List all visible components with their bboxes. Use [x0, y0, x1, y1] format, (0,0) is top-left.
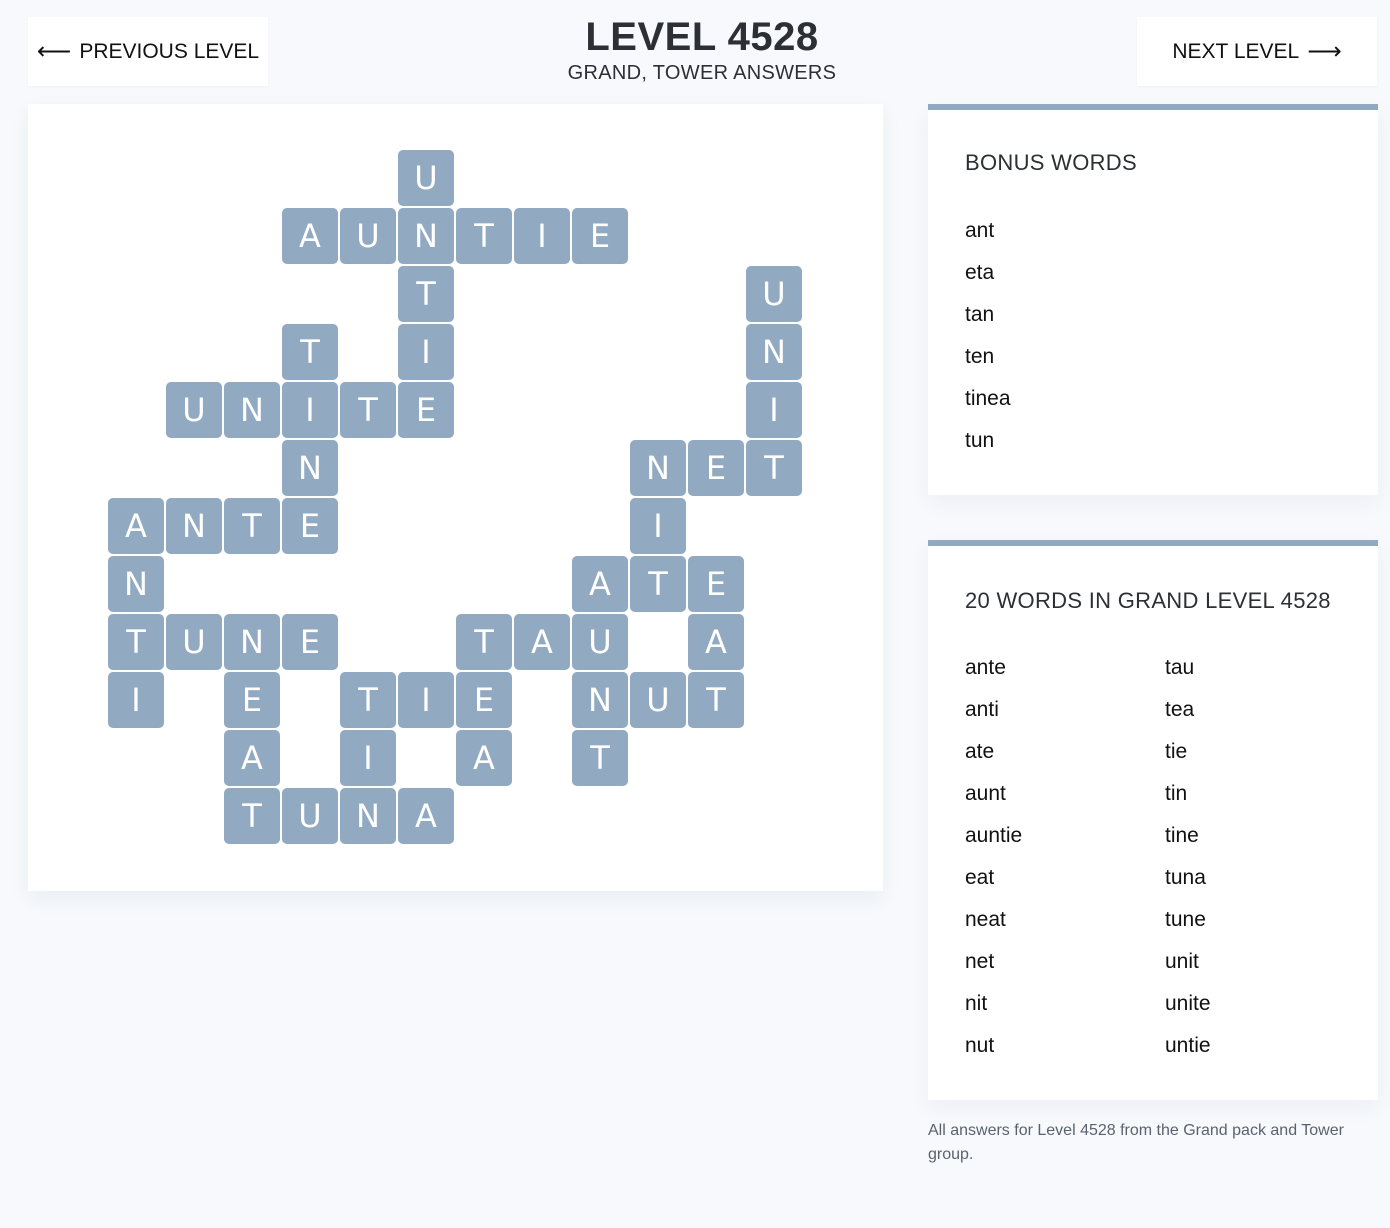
letter-tile: U: [166, 614, 222, 670]
letter-tile: E: [224, 672, 280, 728]
next-level-label: NEXT LEVEL: [1172, 39, 1300, 63]
page-header: [480, 14, 924, 85]
letter-tile: A: [108, 498, 164, 554]
letter-tile: U: [630, 672, 686, 728]
bonus-words-title: BONUS WORDS: [965, 150, 1137, 175]
answer-words-card: [928, 540, 1378, 1100]
answer-words-title: 20 WORDS IN GRAND LEVEL 4528: [965, 588, 1331, 613]
letter-tile: T: [456, 208, 512, 264]
previous-level-label: PREVIOUS LEVEL: [79, 39, 260, 63]
answer-word: untie: [1165, 1034, 1211, 1057]
letter-tile: U: [572, 614, 628, 670]
letter-tile: E: [398, 382, 454, 438]
letter-tile: E: [282, 498, 338, 554]
answer-word: nut: [965, 1034, 995, 1057]
letter-tile: A: [514, 614, 570, 670]
letter-tile: U: [398, 150, 454, 206]
letter-tile: I: [282, 382, 338, 438]
answer-word: tuna: [1165, 866, 1206, 889]
letter-tile: U: [282, 788, 338, 844]
letter-tile: I: [514, 208, 570, 264]
letter-tile: T: [340, 672, 396, 728]
letter-tile: E: [456, 672, 512, 728]
answer-word: net: [965, 950, 995, 973]
answer-word: ate: [965, 740, 995, 763]
letter-tile: N: [340, 788, 396, 844]
letter-tile: A: [688, 614, 744, 670]
bonus-word: tan: [965, 303, 995, 326]
bonus-word: tun: [965, 429, 995, 452]
next-level-button[interactable]: [1137, 17, 1377, 86]
answer-word: tine: [1165, 824, 1199, 847]
letter-tile: T: [456, 614, 512, 670]
arrow-left-icon: ⟵: [36, 37, 72, 65]
previous-level-button[interactable]: [28, 17, 268, 86]
answer-word: tin: [1165, 782, 1188, 805]
letter-tile: N: [572, 672, 628, 728]
letter-tile: I: [398, 672, 454, 728]
letter-tile: T: [282, 324, 338, 380]
letter-tile: N: [282, 440, 338, 496]
letter-tile: T: [572, 730, 628, 786]
answer-word: tea: [1165, 698, 1195, 721]
letter-tile: N: [108, 556, 164, 612]
letter-tile: N: [398, 208, 454, 264]
letter-tile: T: [224, 498, 280, 554]
letter-tile: N: [166, 498, 222, 554]
arrow-right-icon: ⟶: [1307, 37, 1342, 65]
letter-tile: U: [746, 266, 802, 322]
crossword-board: [28, 104, 883, 891]
page-title: LEVEL 4528: [585, 15, 819, 59]
letter-tile: E: [282, 614, 338, 670]
letter-tile: I: [398, 324, 454, 380]
letter-tile: T: [224, 788, 280, 844]
letter-tile: T: [108, 614, 164, 670]
footnote: All answers for Level 4528 from the Grand pack and Tower group.: [928, 1122, 1344, 1163]
letter-tile: T: [630, 556, 686, 612]
answer-word: tune: [1165, 908, 1206, 931]
answer-word: aunt: [965, 782, 1006, 805]
bonus-word: eta: [965, 261, 995, 284]
answer-word: tie: [1165, 740, 1188, 763]
letter-tile: A: [224, 730, 280, 786]
answer-word: ante: [965, 656, 1006, 679]
letter-tile: E: [688, 440, 744, 496]
letter-tile: I: [746, 382, 802, 438]
answer-word: tau: [1165, 656, 1195, 679]
letter-tile: N: [630, 440, 686, 496]
letter-tile: A: [572, 556, 628, 612]
letter-tile: U: [340, 208, 396, 264]
bonus-word: ant: [965, 219, 995, 242]
letter-tile: N: [224, 614, 280, 670]
letter-tile: A: [398, 788, 454, 844]
answer-word: unite: [1165, 992, 1211, 1015]
answer-word: neat: [965, 908, 1006, 931]
answer-word: auntie: [965, 824, 1023, 847]
letter-tile: A: [282, 208, 338, 264]
page-subtitle: GRAND, TOWER ANSWERS: [567, 62, 837, 84]
answer-word: eat: [965, 866, 995, 889]
letter-tile: I: [340, 730, 396, 786]
answer-word: nit: [965, 992, 988, 1015]
letter-tile: I: [108, 672, 164, 728]
letter-tile: T: [398, 266, 454, 322]
letter-tile: U: [166, 382, 222, 438]
letter-tile: I: [630, 498, 686, 554]
bonus-word: ten: [965, 345, 995, 368]
letter-tile: N: [746, 324, 802, 380]
answer-word: anti: [965, 698, 999, 721]
letter-tile: T: [688, 672, 744, 728]
letter-tile: T: [340, 382, 396, 438]
bonus-word: tinea: [965, 387, 1011, 410]
letter-tile: N: [224, 382, 280, 438]
letter-tile: E: [688, 556, 744, 612]
letter-tile: E: [572, 208, 628, 264]
letter-tile: A: [456, 730, 512, 786]
letter-tile: T: [746, 440, 802, 496]
answer-word: unit: [1165, 950, 1199, 973]
bonus-words-card: [928, 104, 1378, 495]
